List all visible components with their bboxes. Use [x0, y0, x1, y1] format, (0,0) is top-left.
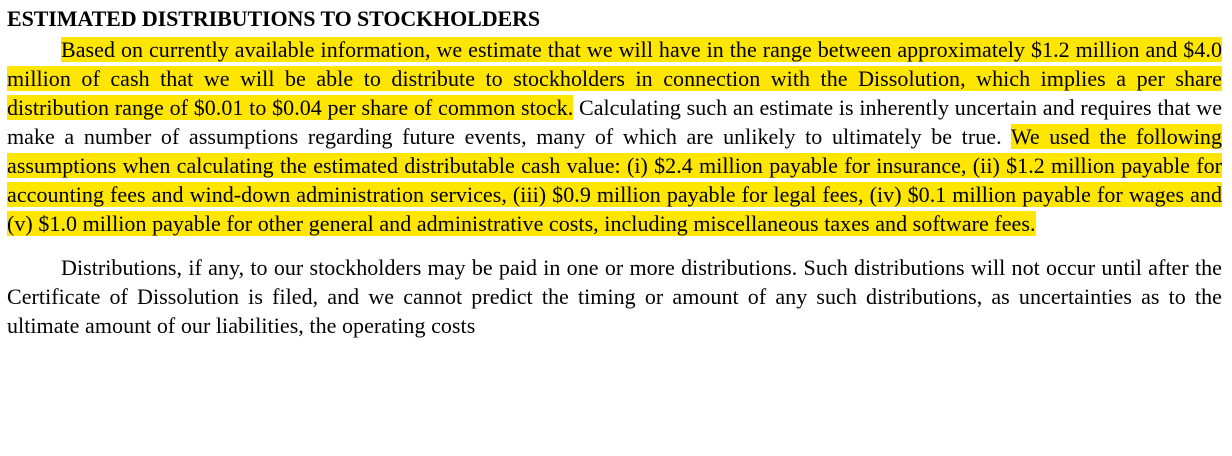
paragraph-estimated-distributions [7, 35, 1222, 238]
section-heading: ESTIMATED DISTRIBUTIONS TO STOCKHOLDERS [7, 6, 541, 31]
highlighted-text-assumptions: We used the following assumptions when calculating the estimated distributable cash value: (i) $2.4 million payable for insurance, (ii) $1.2 million payable for accounting fees and wind-down administration services, (iii) $0.9 million payable for legal fees, (iv) $0.1 million payable for wages and (v) $1.0 million payable for other general and administrative costs, including miscellaneous taxes and software fees. [7, 124, 1222, 236]
paragraph-distributions-timing: Distributions, if any, to our stockholders may be paid in one or more distributions. Such distributions will not occur until after the Certificate of Dissolution is filed, and we cannot predict the timing or amount of any such distributions, as uncertainties as to the ultimate amount of our liabilities, the operating costs [7, 255, 1222, 338]
paragraph-text-uncertainty: Calculating such an estimate is inherently uncertain and requires that we make a number of assumptions regarding future events, many of which are unlikely to ultimately be true. [7, 95, 1223, 149]
highlighted-text-estimate: Based on currently available information, we estimate that we will have in the range between approximately $1.2 million and $4.0 million of cash that we will be able to distribute to stockholders in connection with the Dissolution, which implies a per share distribution range of $0.01 to $0.04 per share of common stock. [7, 37, 1222, 120]
